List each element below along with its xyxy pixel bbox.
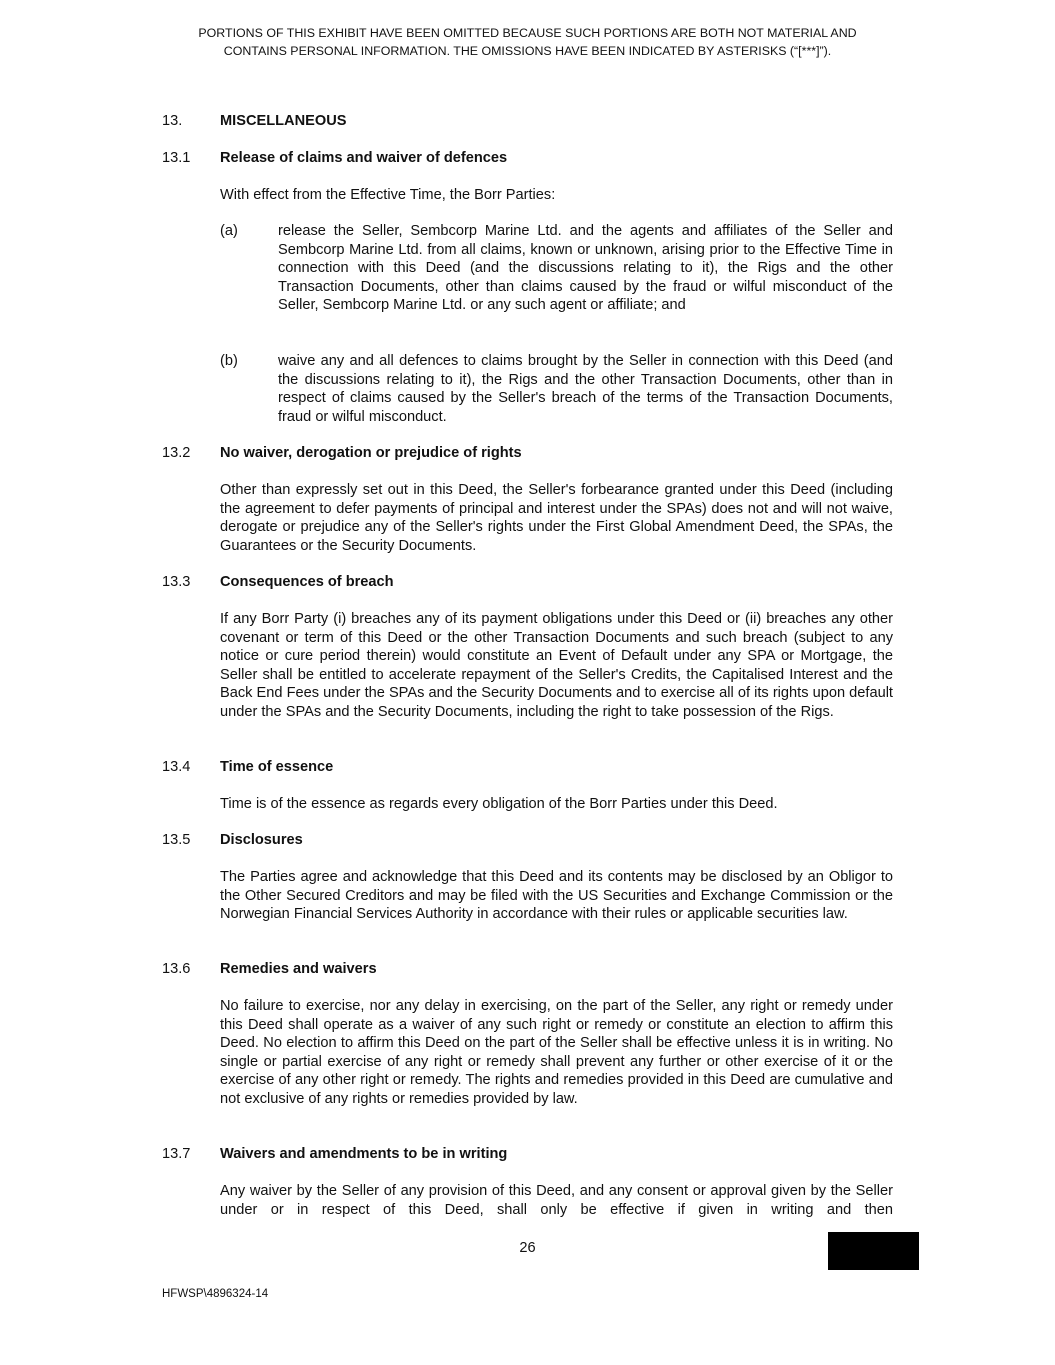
clause-title-13-2: No waiver, derogation or prejudice of rights xyxy=(220,445,522,461)
clause-text-13-7: Any waiver by the Seller of any provision of this Deed, and any consent or approval given by the Seller under or in respect of this Deed, shall only be effective if given in writing and then xyxy=(220,1183,893,1218)
clause-intro-13-1: With effect from the Effective Time, the Borr Parties: xyxy=(220,187,556,203)
clause-number-13-4: 13.4 xyxy=(162,759,191,775)
section-number: 13. xyxy=(162,113,183,129)
clause-title-13-4: Time of essence xyxy=(220,759,334,775)
clause-title-13-6: Remedies and waivers xyxy=(220,961,377,977)
sub-clause-text-a: release the Seller, Sembcorp Marine Ltd. and the agents and affiliates of the Seller and Sembcorp Marine Ltd. from all claims, known or unknown, arising prior to the Effective Time in connection with this Deed (and the discussions relating to it), the Rigs and the other Transaction Documents, other than claims caused by the fraud or wilful misconduct of the Seller, Sembcorp Marine Ltd. or any such agent or affiliate; and xyxy=(278,223,893,314)
sub-clause-label-b: (b) xyxy=(220,353,238,369)
redaction-notice-line-1: PORTIONS OF THIS EXHIBIT HAVE BEEN OMITTED BECAUSE SUCH PORTIONS ARE BOTH NOT MATERIAL AND xyxy=(198,26,857,40)
clause-text-13-6: No failure to exercise, nor any delay in exercising, on the part of the Seller, any right or remedy under this Deed shall operate as a waiver of any such right or remedy or constitute an election to affirm this Deed. No election to affirm this Deed on the part of the Seller shall be effective unless it is in writing. No single or partial exercise of any right or remedy shall prevent any further or other exercise of it or the exercise of any other right or remedy. The rights and remedies provided in this Deed are cumulative and not exclusive of any rights or remedies provided by law. xyxy=(220,998,893,1107)
page-number: 26 xyxy=(519,1240,536,1256)
clause-title-13-7: Waivers and amendments to be in writing xyxy=(220,1146,508,1162)
sub-clause-label-a: (a) xyxy=(220,223,238,239)
clause-number-13-6: 13.6 xyxy=(162,961,191,977)
clause-number-13-7: 13.7 xyxy=(162,1146,191,1162)
clause-text-13-3: If any Borr Party (i) breaches any of its payment obligations under this Deed or (ii) breaches any other covenant or term of this Deed or the other Transaction Documents and such breach (subject to any notice or cure period therein) would constitute an Event of Default under any SPA or Mortgage, the Seller shall be entitled to accelerate repayment of the Seller's Credits, the Capitalised Interest and the Back End Fees under the SPAs and the Security Documents and to exercise all of its rights upon default under the SPAs and the Security Documents, including the right to take possession of the Rigs. xyxy=(220,611,893,720)
clause-title-13-3: Consequences of breach xyxy=(220,574,394,590)
redaction-box xyxy=(828,1232,919,1270)
clause-text-13-2: Other than expressly set out in this Deed, the Seller's forbearance granted under this Deed (including the agreement to defer payments of principal and interest under the SPAs) does not and will not waive, derogate or prejudice any of the Seller's rights under the First Global Amendment Deed, the SPAs, the Guarantees or the Security Documents. xyxy=(220,482,893,554)
redaction-notice-line-2: CONTAINS PERSONAL INFORMATION. THE OMISSIONS HAVE BEEN INDICATED BY ASTERISKS (“[***]”). xyxy=(223,44,832,58)
clause-title-13-5: Disclosures xyxy=(220,832,303,848)
clause-number-13-5: 13.5 xyxy=(162,832,191,848)
clause-title-13-1: Release of claims and waiver of defences xyxy=(220,150,508,166)
clause-number-13-2: 13.2 xyxy=(162,445,191,461)
redaction-notice xyxy=(150,24,905,60)
document-reference: HFWSP\4896324-14 xyxy=(162,1288,269,1300)
clause-number-13-1: 13.1 xyxy=(162,150,191,166)
clause-text-13-5: The Parties agree and acknowledge that this Deed and its contents may be disclosed by an Obligor to the Other Secured Creditors and may be filed with the US Securities and Exchange Commission or the Norwegian Financial Services Authority in accordance with their rules or applicable securities law. xyxy=(220,869,893,923)
section-title: MISCELLANEOUS xyxy=(220,113,347,129)
clause-number-13-3: 13.3 xyxy=(162,574,191,590)
clause-text-13-4: Time is of the essence as regards every obligation of the Borr Parties under this Deed. xyxy=(220,796,778,812)
sub-clause-text-b: waive any and all defences to claims brought by the Seller in connection with this Deed (and the discussions relating to it), the Rigs and the other Transaction Documents, other than in respect of claims caused by the Seller's breach of the terms of the Transaction Documents, fraud or wilful misconduct. xyxy=(278,353,893,425)
